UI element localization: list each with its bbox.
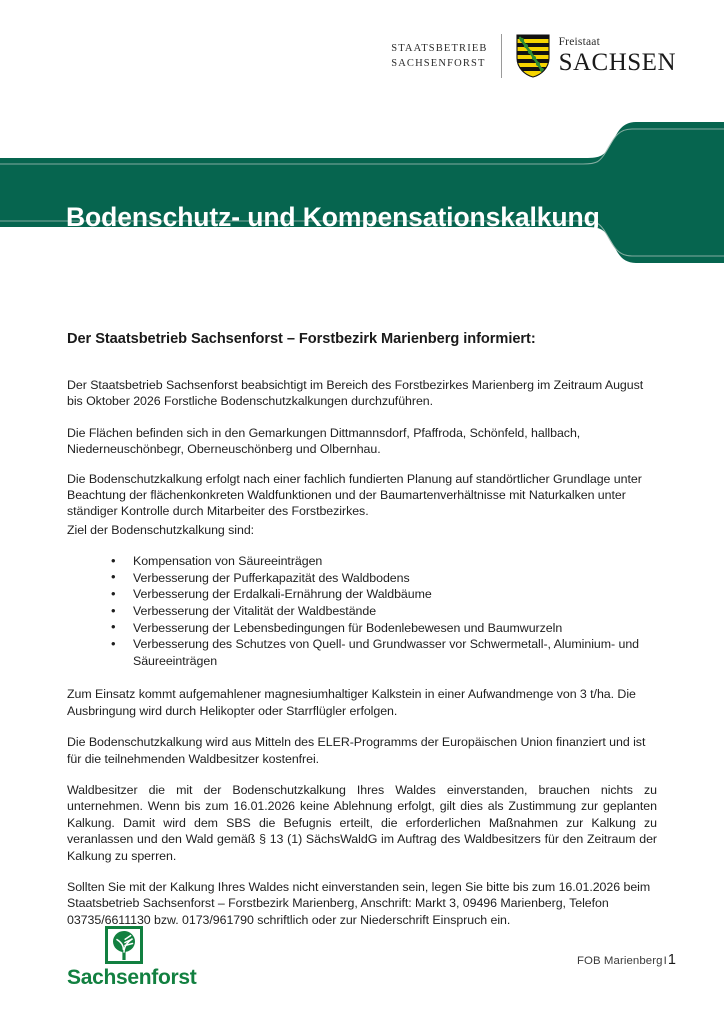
goal-text: Verbesserung der Vitalität der Waldbestände	[133, 604, 377, 618]
staatsbetrieb-sachsenforst-wordmark	[391, 41, 500, 71]
paragraph-material: Zum Einsatz kommt aufgemahlener magnesiumhaltiger Kalkstein in einer Aufwandmenge von 3 t/ha. Die Ausbringung wird durch Helikopter oder Starrflügler erfolgen.	[67, 687, 636, 718]
list-item	[111, 603, 657, 620]
footer-page-info	[577, 952, 676, 968]
list-item	[111, 620, 657, 637]
paragraph-objection: Sollten Sie mit der Kalkung Ihres Waldes nicht einverstanden sein, legen Sie bitte bis zum 16.01.2026 beim Staatsbetrieb Sachsenforst – Forstbezirk Marienberg, Anschrift: Markt 3, 09496 Marienberg, Telefon 03735/6611130 bzw. 0173/961790 schriftlich oder zur Niederschrift Einspruch ein.	[67, 880, 651, 927]
paragraph-consent: Waldbesitzer die mit der Bodenschutzkalkung Ihres Waldes einverstanden, brauchen nichts zu unternehmen. Wenn bis zum 16.01.2026 keine Ablehnung erfolgt, gilt dies als Zustimmung zur geplanten Kalkung. Damit wird dem SBS die Befugnis erteilt, die erforderlichen Maßnahmen zur Kalkung zu veranlassen und den Wald gemäß § 13 (1) SächsWaldG im Auftrag des Waldbesitzers für den Zeitraum der Kalkung zu sperren.	[67, 783, 657, 863]
org-line-1: STAATSBETRIEB	[391, 43, 488, 54]
list-item	[111, 553, 657, 570]
org-line-2: SACHSENFORST	[391, 58, 486, 69]
goal-text: Verbesserung der Erdalkali-Ernährung der Waldbäume	[133, 587, 432, 602]
paragraph-intro: Der Staatsbetrieb Sachsenforst beabsichtigt im Bereich des Forstbezirkes Marienberg im Zeitraum August bis Oktober 2026 Forstliche Bodenschutzkalkungen durchzuführen.	[67, 377, 644, 409]
page-title: Bodenschutz- und Kompensationskalkung	[66, 202, 600, 232]
header-logo-row	[391, 30, 676, 82]
lead-heading: Der Staatsbetrieb Sachsenforst – Forstbezirk Marienberg informiert:	[67, 331, 536, 347]
list-item	[111, 636, 657, 669]
goal-text: Verbesserung der Pufferkapazität des Waldbodens	[133, 570, 410, 585]
saxony-coat-of-arms-icon	[516, 34, 550, 78]
sachsen-label: SACHSEN	[558, 48, 676, 76]
paragraph-areas-2: Die Bodenschutzkalkung erfolgt nach einer fachlich fundierten Planung auf standörtlicher Grundlage unter Beachtung der flächenkonkreten Waldfunktionen und der Baumartenverhältnisse mit Naturkalken unter ständiger Kontrolle durch Mitarbeiter des Forstbezirkes.	[67, 471, 642, 519]
logo-divider	[501, 34, 502, 78]
footer-label: FOB Marienberg	[576, 955, 663, 967]
freistaat-label: Freistaat	[558, 36, 600, 49]
document-body	[67, 330, 657, 943]
footer-separator: I	[663, 955, 667, 967]
document-header	[0, 0, 724, 112]
freistaat-sachsen-wordmark	[559, 37, 676, 75]
sachsenforst-logo-text: Sachsenforst	[67, 966, 197, 989]
goals-list	[67, 553, 657, 669]
sachsenforst-tree-icon	[105, 926, 143, 964]
paragraph-areas-1: Die Flächen befinden sich in den Gemarkungen Dittmannsdorf, Pfaffroda, Schönfeld, hallbach, Niederneuschönbegr, Oberneuschönberg und Olbernhau.	[67, 425, 581, 457]
goal-text: Verbesserung der Lebensbedingungen für Bodenlebewesen und Baumwurzeln	[133, 620, 563, 635]
goal-text-continuation: Säureeinträgen	[133, 653, 218, 668]
goal-text: Verbesserung des Schutzes von Quell- und Grundwasser vor Schwermetall-, Aluminium- und	[133, 637, 640, 652]
goal-text: Kompensation von Säureeinträgen	[133, 554, 323, 569]
page-number: 1	[667, 952, 676, 968]
paragraph-funding: Die Bodenschutzkalkung wird aus Mitteln des ELER-Programms der Europäischen Union finanziert und ist für die teilnehmenden Waldbesitzer kostenfrei.	[67, 735, 646, 766]
paragraph-goals-intro: Ziel der Bodenschutzkalkung sind:	[67, 522, 255, 537]
list-item	[111, 570, 657, 587]
list-item	[111, 586, 657, 603]
document-footer	[0, 924, 724, 1024]
sachsenforst-logo	[67, 926, 217, 988]
